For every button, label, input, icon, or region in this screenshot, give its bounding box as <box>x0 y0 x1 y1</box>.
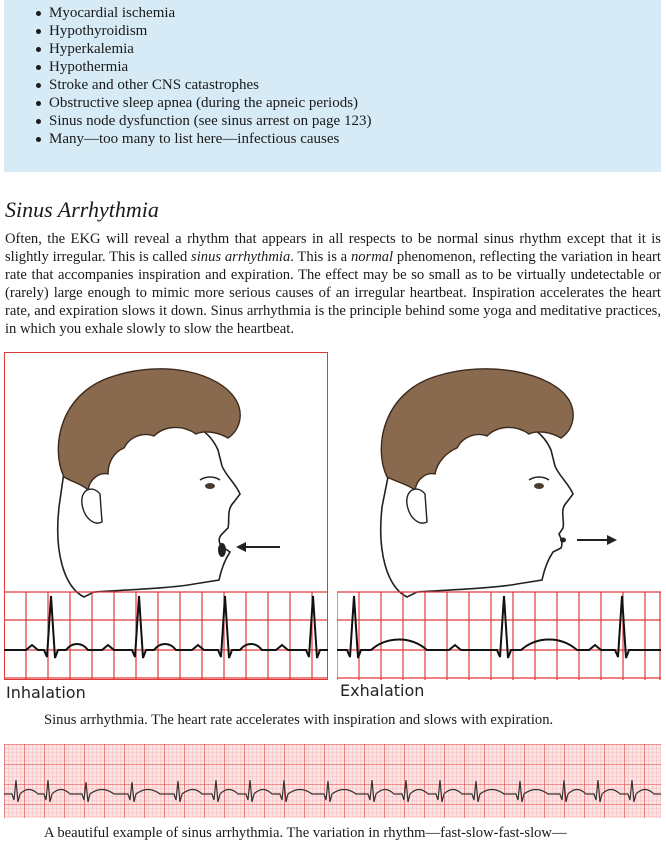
ekg-trace-inhalation <box>4 596 328 658</box>
para-text: phenomenon, reflecting the variation in heart rate that accompanies inspiration and expiration. The effect may be so small as to be virtually undetectable or (rarely) large enough to mimic more serious causes of an irregular heartbeat. Inspiration accelerates the heart rate, and expiration slows it down. Sinus arrhythmia is the principle behind some yoga and meditative practices, in which you exhale slowly to slow the heartbeat. <box>5 249 661 337</box>
head-profile-inhaling <box>58 369 280 597</box>
figure-1-caption: Sinus arrhythmia. The heart rate accelerates with inspiration and slows with expiration. <box>44 712 554 728</box>
list-item: Hyperkalemia <box>49 40 661 58</box>
term-sinus-arrhythmia: sinus arrhythmia <box>191 249 291 265</box>
strip-grid <box>4 744 661 818</box>
list-item: Hypothyroidism <box>49 22 661 40</box>
exhalation-label: Exhalation <box>340 681 425 700</box>
ekg-grid-exhalation <box>337 592 661 680</box>
inhalation-label: Inhalation <box>6 683 86 702</box>
list-item: Obstructive sleep apnea (during the apneic periods) <box>49 94 661 112</box>
head-profile-exhaling <box>381 369 617 597</box>
term-normal: normal <box>350 249 394 265</box>
exhalation-illustration <box>337 352 661 680</box>
list-item: Stroke and other CNS catastrophes <box>49 76 661 94</box>
rhythm-strip <box>4 744 661 818</box>
list-item: Hypothermia <box>49 58 661 76</box>
ekg-trace-exhalation <box>337 596 661 658</box>
list-item: Myocardial ischemia <box>49 4 661 22</box>
inhalation-illustration <box>4 352 328 680</box>
list-item: Sinus node dysfunction (see sinus arrest on page 123) <box>49 112 661 130</box>
para-text: . This is a <box>290 249 351 265</box>
inhalation-figure-svg <box>4 352 328 680</box>
body-paragraph <box>5 230 661 338</box>
figure-2-caption: A beautiful example of sinus arrhythmia. The variation in rhythm—fast-slow-fast-slow— <box>44 825 567 841</box>
list-item: Many—too many to list here—infectious causes <box>49 130 661 148</box>
causes-box <box>4 0 661 172</box>
causes-list <box>4 0 661 148</box>
section-title: Sinus Arrhythmia <box>5 197 159 222</box>
para-text: Often, the EKG will reveal a rhythm that appears in all respects to be normal sinus rhythm except that it is slightly irregular. This is called <box>5 231 661 265</box>
exhalation-figure-svg <box>337 352 661 680</box>
